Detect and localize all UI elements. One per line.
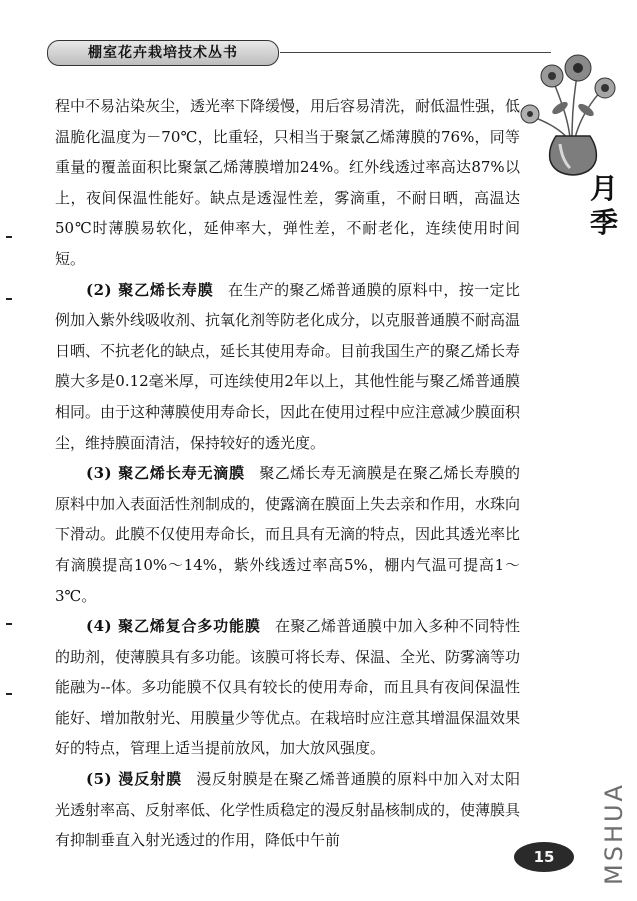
watermark: MSHUA [600,782,628,885]
margin-mark [6,236,12,238]
flower-vase-illustration [512,48,632,178]
side-label-line1: 月 [589,172,618,205]
paragraph-section-5 [55,764,520,856]
paragraph-section-4 [55,611,520,764]
vase-body [550,136,597,175]
section-text: 漫反射膜是在聚乙烯普通膜的原料中加入对太阳光透射率高、反射率低、化学性质稳定的漫反射晶核制成的，使薄膜具有抑制垂直入射光透过的作用，降低中午前 [55,770,521,850]
section-text: 在生产的聚乙烯普通膜的原料中，按一定比例加入紫外线吸收剂、抗氧化剂等防老化成分，以克服普通膜不耐高温日晒、不抗老化的缺点，延长其使用寿命。目前我国生产的聚乙烯长寿膜大多是0.12毫米厚，可连续使用2年以上，其他性能与聚乙烯普通膜相同。由于这种薄膜使用寿命长，因此在使用过程中应注意减少膜面积尘，维持膜面清洁，保持较好的透光度。 [55,280,521,452]
side-label [586,172,622,240]
header-rule [280,52,551,53]
paragraph-section-2 [55,275,520,459]
section-heading: (5) 漫反射膜 [86,770,182,789]
section-heading: (2) 聚乙烯长寿膜 [86,280,214,299]
page-body [55,91,520,856]
paragraph-section-3 [55,458,520,611]
margin-mark [6,693,12,695]
section-text: 在聚乙烯普通膜中加入多种不同特性的助剂，使薄膜具有多功能。该膜可将长寿、保温、全光、防雾滴等功能融为--体。多功能膜不仅具有较长的使用寿命，而且具有夜间保温性能好、增加散射光、用膜量少等优点。在栽培时应注意其增温保温效果好的特点，管理上适当提前放风，加大放风强度。 [55,617,521,758]
side-label-line2: 季 [589,206,618,239]
margin-mark [6,298,12,300]
paragraph-continued: 程中不易沾染灰尘，透光率下降缓慢，用后容易清洗，耐低温性强，低温脆化温度为－70℃，比重轻，只相当于聚氯乙烯薄膜的76%，同等重量的覆盖面积比聚氯乙烯薄膜增加24%。红外线透过率高达87%以上，夜间保温性能好。缺点是透湿性差，雾滴重，不耐日晒，高温达50℃时薄膜易软化，延伸率大，弹性差，不耐老化，连续使用时间短。 [55,97,521,268]
section-heading: (3) 聚乙烯长寿无滴膜 [86,464,246,483]
section-heading: (4) 聚乙烯复合多功能膜 [86,617,261,636]
section-text: 聚乙烯长寿无滴膜是在聚乙烯长寿膜的原料中加入表面活性剂制成的，使露滴在膜面上失去亲和作用，水珠向下滑动。此膜不仅使用寿命长，而且具有无滴的特点，因此其透光率比有滴膜提高10%～14%，紫外线透过率高5%，棚内气温可提高1～3℃。 [55,464,521,605]
series-title: 棚室花卉栽培技术丛书 [47,40,279,66]
margin-mark [6,623,12,625]
flower-blossoms [521,55,615,123]
page-number: 15 [514,842,574,872]
